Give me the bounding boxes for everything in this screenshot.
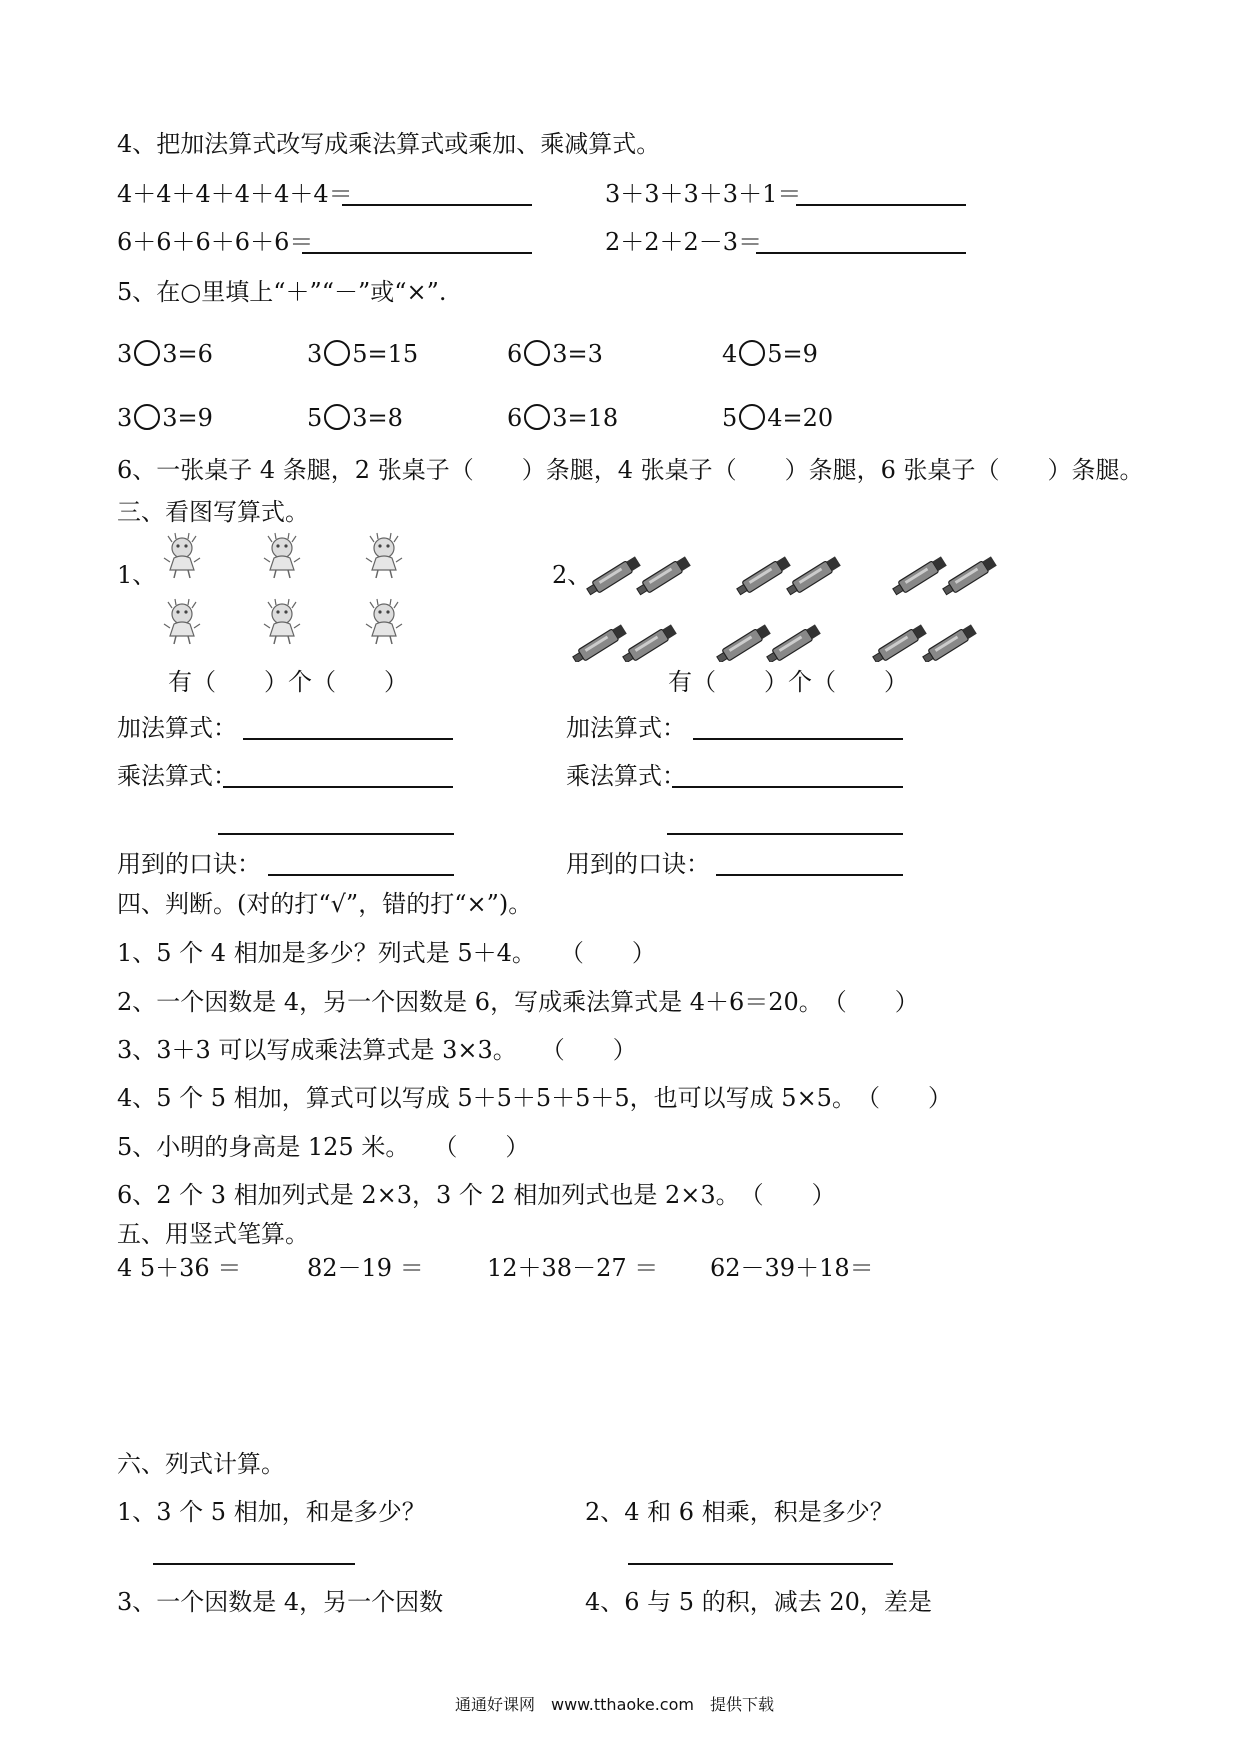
- s3-p1-mul-line-2[interactable]: [218, 833, 454, 835]
- s3-p2-add-label: 加法算式：: [566, 714, 686, 742]
- q4-item-1: 4＋4＋4＋4＋4＋4＝: [117, 180, 353, 208]
- s3-p2-rhyme-label: 用到的口诀：: [566, 850, 710, 878]
- s3-p1-add-label: 加法算式：: [117, 714, 237, 742]
- cartoon-figure-icon: [264, 533, 300, 578]
- q4-item-4: 2＋2＋2－3＝: [605, 228, 763, 256]
- marker-pen-icon: [921, 624, 977, 662]
- marker-pen-icon: [571, 624, 627, 662]
- q5-r2-c3: 6 3=18: [507, 404, 619, 432]
- s3-p2-rhyme-line[interactable]: [716, 874, 903, 876]
- s3-p2-mul-line[interactable]: [672, 786, 903, 788]
- q4-answer-line-2[interactable]: [796, 204, 966, 206]
- cartoon-figure-icon: [164, 599, 200, 644]
- operator-circle[interactable]: [739, 340, 765, 366]
- s6-item-1: 1、3 个 5 相加，和是多少？: [117, 1498, 426, 1526]
- footer-text: 通通好课网 www.tthaoke.com 提供下载: [455, 1695, 774, 1714]
- marker-pen-icon: [621, 624, 677, 662]
- s4-item-2: 2、一个因数是 4，另一个因数是 6，写成乘法算式是 4＋6＝20。 （ ）: [117, 988, 919, 1016]
- cartoon-figure-icon: [164, 533, 200, 578]
- marker-pen-icon: [635, 556, 691, 598]
- q4-item-3: 6＋6＋6＋6＋6＝: [117, 228, 314, 256]
- s4-title: 四、判断。(对的打“√”，错的打“×”)。: [117, 890, 533, 918]
- s4-item-6: 6、2 个 3 相加列式是 2×3，3 个 2 相加列式也是 2×3。 （ ）: [117, 1181, 836, 1209]
- cartoon-figure-icon: [366, 599, 402, 644]
- s6-answer-line-2[interactable]: [628, 1563, 893, 1565]
- q4-item-2: 3＋3＋3＋3＋1＝: [605, 180, 802, 208]
- s6-item-4: 4、6 与 5 的积，减去 20，差是: [585, 1588, 932, 1616]
- s5-title: 五、用竖式笔算。: [117, 1220, 309, 1248]
- marker-pen-icon: [785, 556, 841, 598]
- s3-p1-rhyme-label: 用到的口诀：: [117, 850, 261, 878]
- s5-item-1: 4 5＋36 ＝: [117, 1254, 242, 1282]
- marker-pen-icon: [765, 624, 821, 662]
- cartoon-figure-group: [160, 530, 440, 650]
- s5-item-2: 82－19 ＝: [307, 1254, 424, 1282]
- marker-pen-icon: [941, 556, 997, 598]
- s4-item-3: 3、3＋3 可以写成乘法算式是 3×3。 （ ）: [117, 1036, 637, 1064]
- q4-title: 4、把加法算式改写成乘法算式或乘加、乘减算式。: [117, 130, 661, 158]
- s6-title: 六、列式计算。: [117, 1450, 285, 1478]
- s4-item-5: 5、小明的身高是 125 米。 （ ）: [117, 1133, 530, 1161]
- marker-pen-icon: [585, 556, 641, 598]
- s3-p1-add-line[interactable]: [243, 738, 453, 740]
- q6-text: 6、一张桌子 4 条腿，2 张桌子（ ）条腿，4 张桌子（ ）条腿，6 张桌子（ ）条腿。: [117, 456, 1144, 484]
- s3-p1-label: 1、: [117, 561, 157, 589]
- cartoon-figure-icon: [366, 533, 402, 578]
- s6-item-3: 3、一个因数是 4，另一个因数: [117, 1588, 444, 1616]
- operator-circle[interactable]: [134, 340, 160, 366]
- s3-p1-mul-label: 乘法算式：: [117, 762, 237, 790]
- operator-circle[interactable]: [134, 404, 160, 430]
- s6-item-2: 2、4 和 6 相乘，积是多少？: [585, 1498, 894, 1526]
- cartoon-figure-icon: [264, 599, 300, 644]
- q5-r1-c2: 3 5=15: [307, 340, 419, 368]
- s3-p2-mul-line-2[interactable]: [667, 833, 903, 835]
- q5-r1-c4: 4 5=9: [722, 340, 818, 368]
- operator-circle[interactable]: [524, 404, 550, 430]
- s5-item-4: 62－39＋18＝: [710, 1254, 874, 1282]
- q4-answer-line-1[interactable]: [342, 204, 532, 206]
- marker-pen-icon: [715, 624, 771, 662]
- s3-title: 三、看图写算式。: [117, 498, 309, 526]
- s3-p2-add-line[interactable]: [693, 738, 903, 740]
- s3-p2-label: 2、: [552, 561, 592, 589]
- q5-title: 5、在○里填上“＋”“－”或“×”.: [117, 278, 447, 306]
- q5-r2-c2: 5 3=8: [307, 404, 403, 432]
- s6-answer-line-1[interactable]: [153, 1563, 355, 1565]
- s3-p2-mul-label: 乘法算式：: [566, 762, 686, 790]
- q4-answer-line-3[interactable]: [302, 252, 532, 254]
- operator-circle[interactable]: [324, 404, 350, 430]
- s3-p1-have: 有（ ）个（ ）: [168, 668, 408, 696]
- q5-r1-c1: 3 3=6: [117, 340, 213, 368]
- s3-p1-mul-line[interactable]: [223, 786, 453, 788]
- q5-r2-c4: 5 4=20: [722, 404, 834, 432]
- operator-circle[interactable]: [324, 340, 350, 366]
- marker-pen-icon: [871, 624, 927, 662]
- marker-pen-icon: [891, 556, 947, 598]
- q5-r2-c1: 3 3=9: [117, 404, 213, 432]
- s5-item-3: 12＋38－27 ＝: [487, 1254, 659, 1282]
- s4-item-4: 4、5 个 5 相加，算式可以写成 5＋5＋5＋5＋5，也可以写成 5×5。 （ ）: [117, 1084, 952, 1112]
- s3-p1-rhyme-line[interactable]: [268, 874, 454, 876]
- s4-item-1: 1、5 个 4 相加是多少？列式是 5＋4。 （ ）: [117, 939, 656, 967]
- operator-circle[interactable]: [524, 340, 550, 366]
- marker-pen-icon: [735, 556, 791, 598]
- q4-answer-line-4[interactable]: [756, 252, 966, 254]
- q5-r1-c3: 6 3=3: [507, 340, 603, 368]
- operator-circle[interactable]: [739, 404, 765, 430]
- s3-p2-have: 有（ ）个（ ）: [668, 668, 908, 696]
- marker-pen-group: [570, 532, 1010, 662]
